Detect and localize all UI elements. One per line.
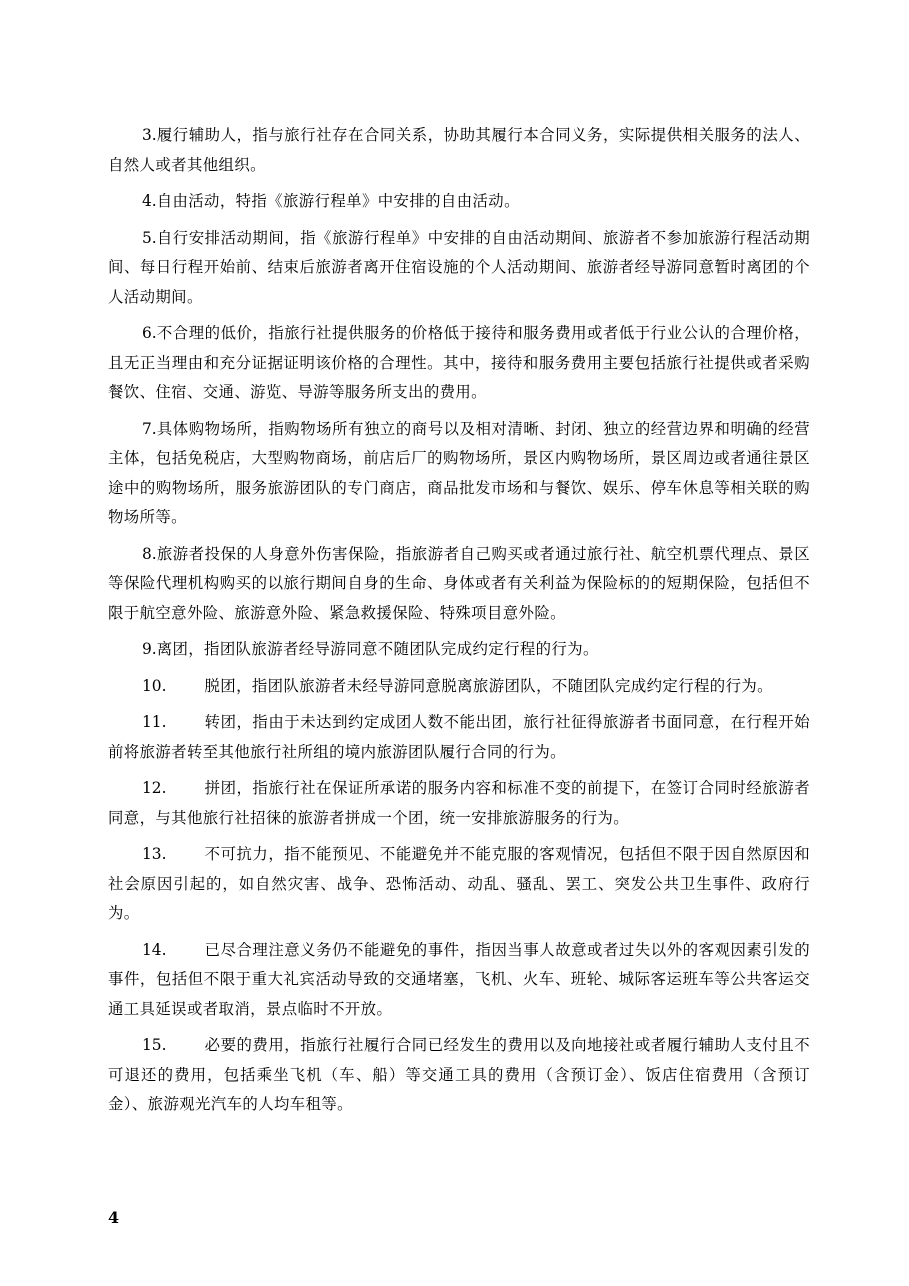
paragraph-number: 15. — [142, 1036, 167, 1054]
definition-paragraph-5 — [108, 224, 810, 313]
paragraph-text: 自行安排活动期间，指《旅游行程单》中安排的自由活动期间、旅游者不参加旅游行程活动期间、每日行程开始前、结束后旅游者离开住宿设施的个人活动期间、旅游者经导游同意暂时离团的个人活动期间。 — [108, 228, 810, 306]
paragraph-text: 离团，指团队旅游者经导游同意不随团队完成约定行程的行为。 — [156, 640, 599, 658]
paragraph-text: 自由活动，特指《旅游行程单》中安排的自由活动。 — [156, 192, 520, 210]
paragraph-number: 8. — [142, 544, 157, 563]
paragraph-number: 5. — [142, 228, 157, 247]
definition-paragraph-13 — [108, 840, 810, 929]
paragraph-text: 转团，指由于未达到约定成团人数不能出团，旅行社征得旅游者书面同意，在行程开始前将旅游者转至其他旅行社所组的境内旅游团队履行合同的行为。 — [108, 713, 810, 761]
paragraph-text: 已尽合理注意义务仍不能避免的事件，指因当事人故意或者过失以外的客观因素引发的事件，包括但不限于重大礼宾活动导致的交通堵塞，飞机、火车、班轮、城际客运班车等公共客运交通工具延误或者取消，景点临时不开放。 — [108, 940, 810, 1018]
definition-paragraph-12 — [108, 774, 810, 833]
paragraph-number: 7. — [142, 419, 157, 438]
definition-paragraph-11 — [108, 708, 810, 767]
paragraph-text: 履行辅助人，指与旅行社存在合同关系，协助其履行本合同义务，实际提供相关服务的法人、自然人或者其他组织。 — [108, 126, 810, 174]
paragraph-text: 不可抗力，指不能预见、不能避免并不能克服的客观情况，包括但不限于因自然原因和社会原因引起的，如自然灾害、战争、恐怖活动、动乱、骚乱、罢工、突发公共卫生事件、政府行为。 — [108, 845, 810, 922]
definition-paragraph-14 — [108, 936, 810, 1025]
paragraph-number: 6. — [142, 324, 157, 342]
paragraph-text: 不合理的低价，指旅行社提供服务的价格低于接待和服务费用或者低于行业公认的合理价格，且无正当理由和充分证据证明该价格的合理性。其中，接待和服务费用主要包括旅行社提供或者采购餐饮、住宿、交通、游览、导游等服务所支出的费用。 — [108, 324, 810, 401]
paragraph-text: 拼团，指旅行社在保证所承诺的服务内容和标准不变的前提下，在签订合同时经旅游者同意，与其他旅行社招徕的旅游者拼成一个团，统一安排旅游服务的行为。 — [108, 779, 810, 827]
paragraph-text: 旅游者投保的人身意外伤害保险，指旅游者自己购买或者通过旅行社、航空机票代理点、景区等保险代理机构购买的以旅行期间自身的生命、身体或者有关利益为保险标的的短期保险，包括但不限于航空意外险、旅游意外险、紧急救援保险、特殊项目意外险。 — [108, 544, 810, 622]
definition-paragraph-3 — [108, 121, 810, 180]
paragraph-text: 脱团，指团队旅游者未经导游同意脱离旅游团队，不随团队完成约定行程的行为。 — [204, 676, 773, 695]
paragraph-number: 4. — [142, 192, 157, 210]
definition-paragraph-7 — [108, 415, 810, 533]
paragraph-number: 10. — [142, 676, 167, 695]
definition-paragraph-8 — [108, 540, 810, 629]
document-body — [108, 121, 810, 1127]
definition-paragraph-6 — [108, 319, 810, 408]
paragraph-text: 必要的费用，指旅行社履行合同已经发生的费用以及向地接社或者履行辅助人支付且不可退还的费用，包括乘坐飞机（车、船）等交通工具的费用（含预订金）、饭店住宿费用（含预订金）、旅游观光汽车的人均车租等。 — [108, 1036, 810, 1113]
definition-paragraph-15 — [108, 1031, 810, 1120]
definition-paragraph-9 — [108, 635, 810, 665]
paragraph-number: 3. — [142, 126, 157, 144]
paragraph-number: 11. — [142, 713, 167, 731]
paragraph-number: 14. — [142, 940, 167, 959]
definition-paragraph-4 — [108, 187, 810, 217]
paragraph-number: 13. — [142, 845, 167, 863]
paragraph-text: 具体购物场所，指购物场所有独立的商号以及相对清晰、封闭、独立的经营边界和明确的经营主体，包括免税店，大型购物商场，前店后厂的购物场所，景区内购物场所，景区周边或者通往景区途中的购物场所，服务旅游团队的专门商店，商品批发市场和与餐饮、娱乐、停车休息等相关联的购物场所等。 — [108, 419, 810, 526]
paragraph-number: 9. — [142, 640, 157, 658]
paragraph-number: 12. — [142, 779, 167, 797]
page-number: 4 — [108, 1208, 120, 1227]
definition-paragraph-10 — [108, 672, 810, 702]
